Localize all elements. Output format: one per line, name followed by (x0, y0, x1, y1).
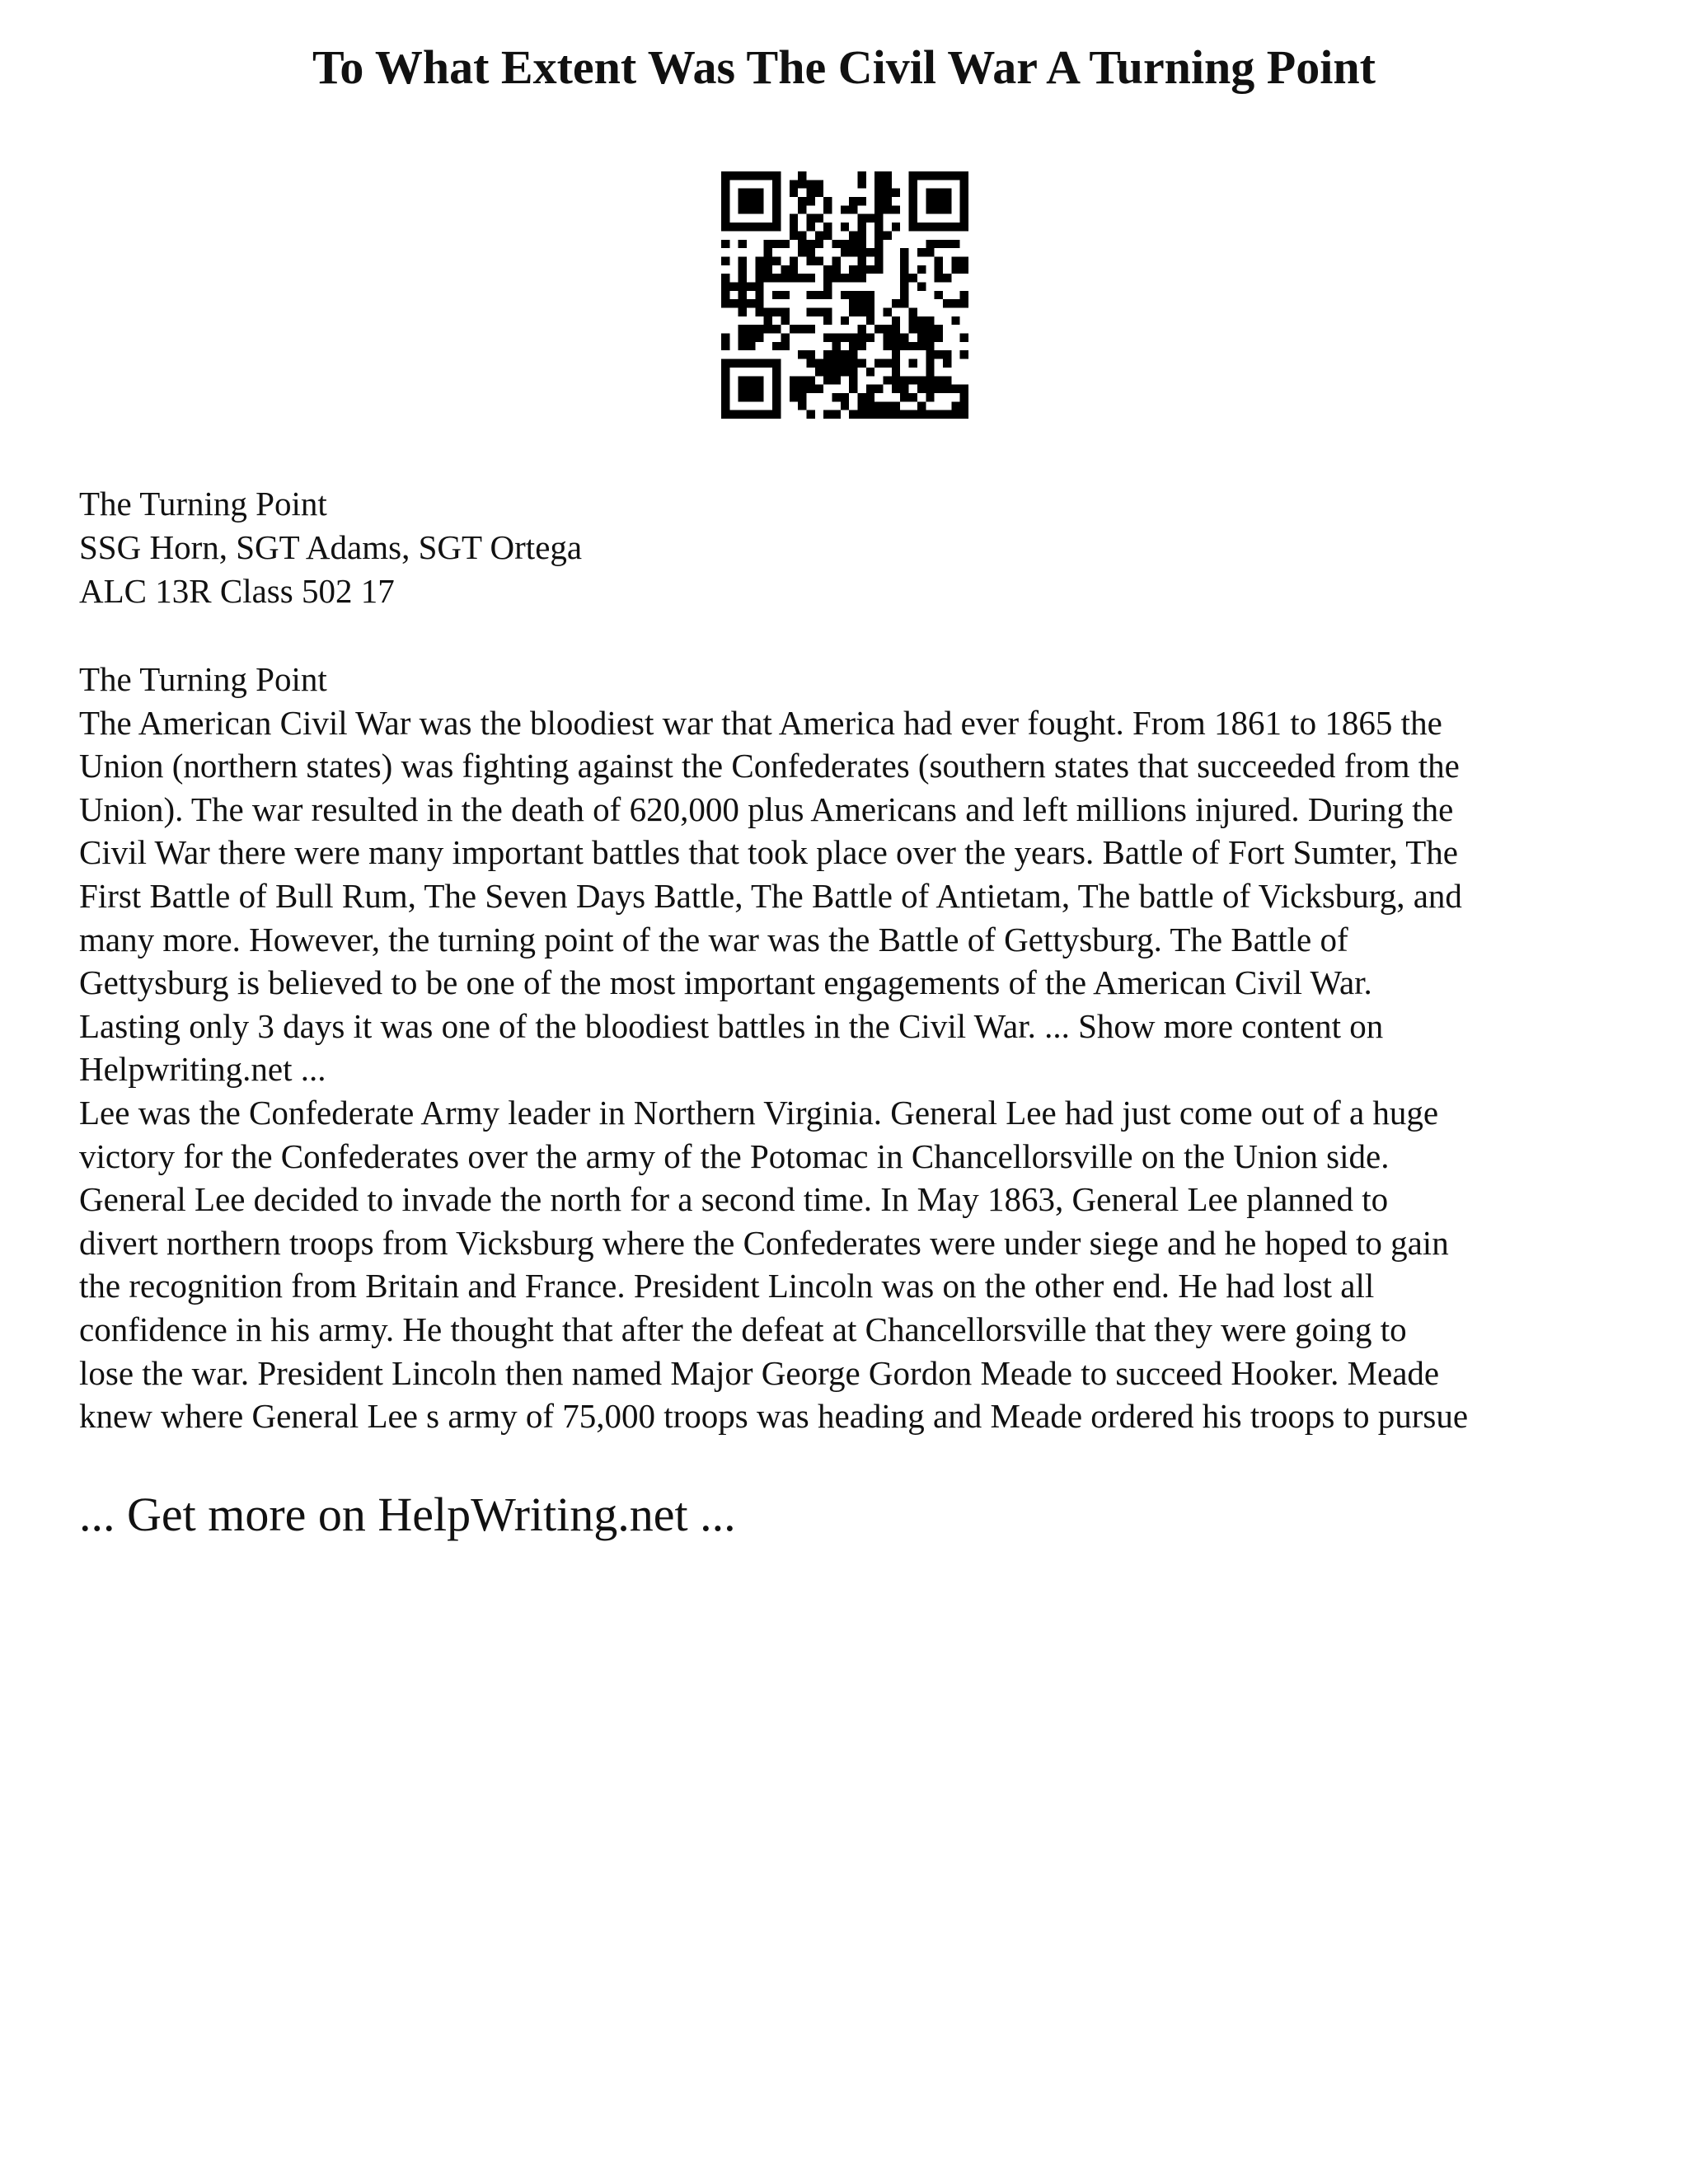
qr-code-icon (721, 171, 968, 419)
body-line: Helpwriting.net ... (79, 1050, 326, 1089)
get-more-link[interactable]: ... Get more on HelpWriting.net ... (79, 1488, 736, 1541)
qr-code-graphic (721, 171, 968, 419)
body-line: victory for the Confederates over the army of the Potomac in Chancellorsville on the Union side. (79, 1137, 1390, 1175)
body-line: First Battle of Bull Rum, The Seven Days Battle, The Battle of Antietam, The battle of Vicksburg, and (79, 876, 1462, 915)
body-line: The Turning Point (79, 660, 327, 698)
body-line: confidence in his army. He thought that after the defeat at Chancellorsville that they were going to (79, 1310, 1407, 1348)
body-line: lose the war. President Lincoln then named Major George Gordon Meade to succeed Hooker. Meade (79, 1353, 1440, 1392)
document-title: To What Extent Was The Civil War A Turning Point (312, 40, 1376, 94)
body-line: Lee was the Confederate Army leader in Northern Virginia. General Lee had just come out of a huge (79, 1093, 1439, 1132)
body-line: the recognition from Britain and France. President Lincoln was on the other end. He had lost all (79, 1267, 1375, 1305)
body-line: knew where General Lee s army of 75,000 troops was heading and Meade ordered his troops to pursue (79, 1397, 1469, 1436)
header-line: SSG Horn, SGT Adams, SGT Ortega (79, 528, 583, 566)
header-line: ALC 13R Class 502 17 (79, 572, 395, 610)
essay-body (79, 658, 1629, 1438)
header-block (79, 482, 1645, 613)
body-line: Union). The war resulted in the death of 620,000 plus Americans and left millions injured. During the (79, 790, 1454, 828)
body-line: General Lee decided to invade the north for a second time. In May 1863, General Lee planned to (79, 1180, 1389, 1219)
header-line: The Turning Point (79, 485, 327, 523)
body-line: Gettysburg is believed to be one of the most important engagements of the American Civil War. (79, 963, 1372, 1002)
body-line: Civil War there were many important battles that took place over the years. Battle of Fort Sumter, The (79, 833, 1458, 872)
body-line: Lasting only 3 days it was one of the bloodiest battles in the Civil War. ... Show more content on (79, 1006, 1384, 1045)
body-line: Union (northern states) was fighting against the Confederates (southern states that succeeded from the (79, 747, 1460, 785)
body-line: The American Civil War was the bloodiest war that America had ever fought. From 1861 to 1865 the (79, 703, 1442, 742)
body-line: many more. However, the turning point of the war was the Battle of Gettysburg. The Battle of (79, 920, 1348, 958)
body-line: divert northern troops from Vicksburg where the Confederates were under siege and he hoped to gain (79, 1223, 1449, 1262)
